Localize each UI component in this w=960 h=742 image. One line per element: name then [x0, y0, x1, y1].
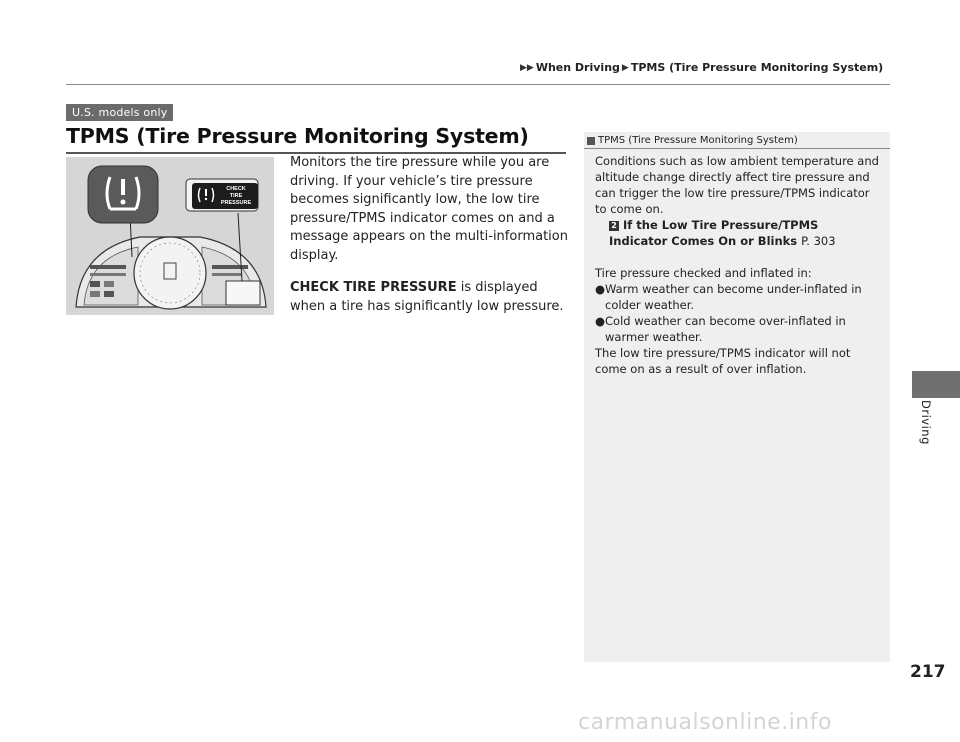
list-item-text: Warm weather can become under-inflated in colder weather.: [605, 282, 862, 312]
sidebar-rule: [584, 148, 890, 149]
body-paragraph: Monitors the tire pressure while you are driving. If your vehicle’s tire pressure becomes significantly low, the low tire pressure/TPMS indicator comes on and a message appears on the multi-information display.: [290, 155, 568, 263]
bullet-icon: ●: [595, 314, 606, 328]
body-paragraph: [290, 279, 570, 316]
body-text-run: is displayed when a tire has significantly low pressure.: [290, 280, 564, 314]
cross-reference-link[interactable]: [595, 217, 880, 249]
callout-line: PRESSURE: [220, 200, 252, 206]
body-keyword: CHECK TIRE PRESSURE: [290, 280, 457, 295]
breadcrumb-item: TPMS (Tire Pressure Monitoring System): [630, 61, 884, 74]
breadcrumb-arrow-icon: ▶▶: [520, 62, 534, 73]
sidebar-header: [587, 135, 798, 146]
breadcrumb-item: When Driving: [535, 61, 620, 74]
body-text: [290, 154, 570, 330]
sidebar-paragraph: Tire pressure checked and inflated in:: [595, 266, 812, 280]
sidebar-body: [595, 153, 880, 377]
region-badge: U.S. models only: [66, 104, 173, 121]
list-item: [595, 281, 880, 313]
note-icon: [587, 137, 595, 145]
cross-reference-page: P. 303: [801, 234, 836, 248]
sidebar-paragraph: The low tire pressure/TPMS indicator will not come on as a result of over inflation.: [595, 346, 851, 376]
section-label: Driving: [919, 400, 933, 445]
header-rule: [66, 84, 890, 85]
breadcrumb-arrow-icon: ▶: [621, 62, 629, 73]
sidebar-paragraph: Conditions such as low ambient temperature and altitude change directly affect tire pressure and can trigger the low tire pressure/TPMS indicator to come on.: [595, 154, 879, 216]
page-title: TPMS (Tire Pressure Monitoring System): [66, 124, 529, 148]
list-item: [595, 313, 880, 345]
callout-line: TIRE: [229, 193, 243, 199]
cross-reference-title: If the Low Tire Pressure/TPMS Indicator Comes On or Blinks: [609, 218, 819, 248]
page-number: 217: [910, 662, 946, 682]
cross-reference-icon: 2: [609, 221, 619, 231]
instrument-cluster-figure: [66, 157, 274, 315]
section-tab: [912, 371, 960, 398]
bullet-icon: ●: [595, 282, 606, 296]
list-item-text: Cold weather can become over-inflated in warmer weather.: [605, 314, 846, 344]
watermark: carmanualsonline.info: [578, 710, 832, 735]
callout-line: CHECK: [226, 186, 246, 192]
sidebar-header-label: TPMS (Tire Pressure Monitoring System): [598, 135, 798, 146]
breadcrumb: [518, 61, 883, 74]
